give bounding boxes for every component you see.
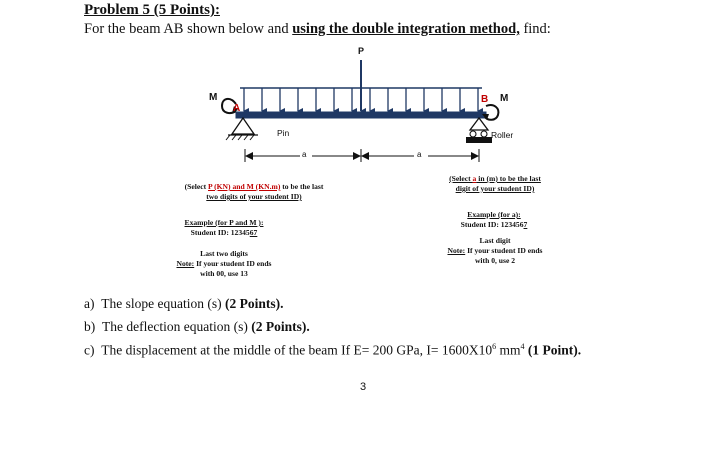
- question-points: (2 Points).: [251, 319, 310, 334]
- note-text: If your student ID ends: [465, 246, 543, 255]
- question-unit: mm: [496, 342, 521, 358]
- select-line2: digit of your student ID): [455, 184, 535, 193]
- roller-ground: [466, 137, 492, 143]
- intro-emphasis: using the double integration method,: [292, 21, 520, 37]
- notes-left-example: [154, 218, 294, 238]
- question-a: [84, 296, 283, 312]
- dimension-a-left: a: [302, 150, 307, 159]
- beam: [236, 112, 486, 118]
- superscript-6: 6: [492, 342, 497, 351]
- note-label: Note:: [176, 259, 195, 268]
- pin-support: [232, 118, 254, 134]
- question-b: [84, 319, 310, 335]
- question-prefix: a): [84, 296, 95, 311]
- problem-title: Problem 5 (5 Points):: [84, 2, 220, 18]
- question-text: The slope equation (s): [101, 296, 225, 311]
- moment-right-label: M: [500, 93, 509, 104]
- note-line2: with 00, use 13: [200, 269, 248, 278]
- example-title: Example (for P and M ):: [184, 218, 264, 227]
- notes-right-note: [430, 236, 560, 266]
- question-text: The displacement at the middle of the beam If E= 200 GPa, I= 1600X10: [101, 342, 493, 358]
- last-digit: Last digit: [479, 236, 511, 245]
- question-points: (1 Point).: [524, 342, 582, 358]
- moment-left-label: M: [209, 92, 218, 103]
- notes-right-select: [420, 174, 570, 194]
- select-a: a: [472, 174, 477, 183]
- dimension-a-right: a: [417, 150, 422, 159]
- select-line2: two digits of your student ID): [206, 192, 302, 201]
- select-suffix: to be the last: [280, 182, 324, 191]
- point-a-label: A: [233, 103, 241, 114]
- example-id: Student ID: 123456: [460, 220, 524, 229]
- point-b-label: B: [481, 94, 489, 105]
- question-points: (2 Points).: [224, 296, 284, 311]
- last-two-digits: Last two digits: [200, 249, 248, 258]
- pin-ground-hatch: [226, 135, 254, 140]
- notes-right-example: [424, 210, 564, 230]
- example-id: Student ID: 12345: [190, 228, 250, 237]
- example-title: Example (for a):: [467, 210, 521, 219]
- select-prefix: (Select: [184, 182, 208, 191]
- intro-suffix: find:: [519, 21, 551, 37]
- question-prefix: b): [84, 319, 96, 334]
- superscript-4: 4: [520, 342, 525, 351]
- note-text: If your student ID ends: [194, 259, 272, 268]
- intro-text: For the beam AB shown below and: [84, 21, 293, 37]
- select-pm: P (KN) and M (KN.m): [208, 182, 281, 191]
- example-digit: 7: [523, 220, 528, 229]
- note-line2: with 0, use 2: [474, 256, 516, 265]
- example-digits: 67: [249, 228, 258, 237]
- select-prefix: (Select: [449, 174, 473, 183]
- question-prefix: c): [84, 342, 95, 358]
- question-c: [84, 342, 581, 359]
- load-p-label: P: [358, 46, 365, 56]
- page-number: 3: [360, 381, 367, 393]
- notes-left-select: [154, 182, 354, 202]
- roller-support: [470, 118, 488, 130]
- question-text: The deflection equation (s): [102, 319, 252, 334]
- select-suffix: in (m) to be the last: [476, 174, 541, 183]
- notes-left-note: [154, 249, 294, 279]
- pin-label: Pin: [277, 128, 290, 138]
- roller-label: Roller: [491, 130, 514, 140]
- note-label: Note:: [447, 246, 466, 255]
